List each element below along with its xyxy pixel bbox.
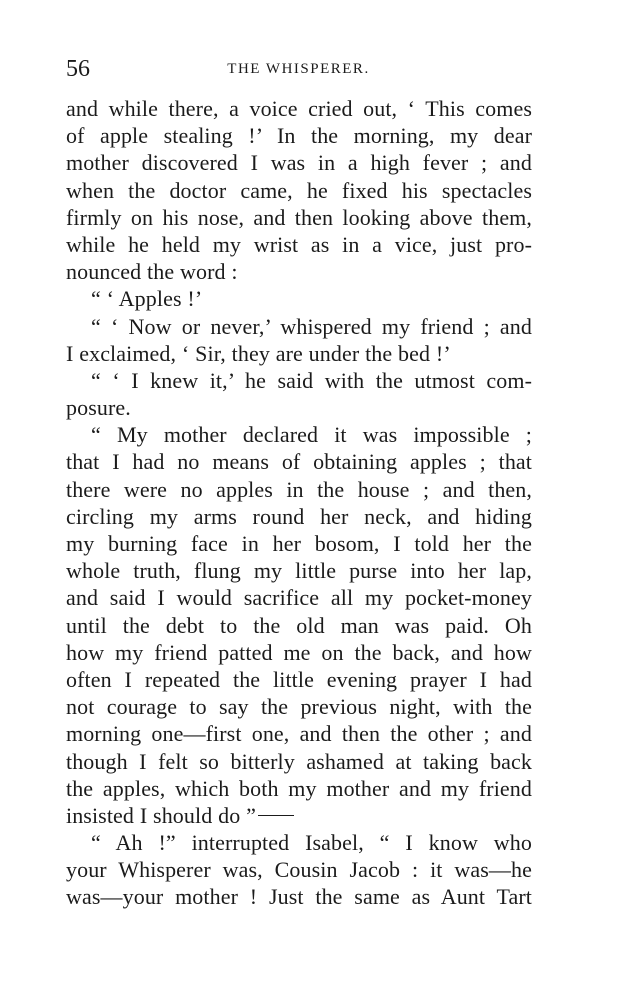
text-line: “ My mother declared it was impossible ; xyxy=(91,422,532,448)
text-line: that I had no means of obtaining apples ; that xyxy=(66,449,532,475)
running-title: THE WHISPERER. xyxy=(227,61,370,77)
text-line: “ ‘ Now or never,’ whispered my friend ; and xyxy=(91,313,532,339)
text-line: nounced the word : xyxy=(66,259,238,285)
text-line: insisted I should do ” xyxy=(66,802,256,828)
page-number: 56 xyxy=(66,56,90,82)
text-line: when the doctor came, he fixed his spectacles xyxy=(66,177,532,203)
text-line: though I felt so bitterly ashamed at taking back xyxy=(66,748,532,774)
text-line: often I repeated the little evening prayer I had xyxy=(66,666,532,692)
text-line: the apples, which both my mother and my friend xyxy=(66,775,532,801)
text-line: and while there, a voice cried out, ‘ This comes xyxy=(66,96,532,121)
text-line: of apple stealing !’ In the morning, my dear xyxy=(66,123,532,149)
text-line: morning one—first one, and then the other ; and xyxy=(66,721,532,747)
text-line: I exclaimed, ‘ Sir, they are under the bed !’ xyxy=(66,340,451,366)
text-line: was—your mother ! Just the same as Aunt Tart xyxy=(66,884,532,910)
running-head xyxy=(66,56,531,82)
em-dash-rule xyxy=(258,815,294,816)
text-line: until the debt to the old man was paid. Oh xyxy=(66,612,532,638)
text-line: “ ‘ Apples !’ xyxy=(91,286,203,312)
text-line: mother discovered I was in a high fever ; and xyxy=(66,150,532,176)
text-line: while he held my wrist as in a vice, just pro- xyxy=(66,231,532,257)
text-line: your Whisperer was, Cousin Jacob : it was—he xyxy=(66,857,532,883)
text-line-with-dash xyxy=(66,802,532,829)
text-line: posure. xyxy=(66,395,131,421)
text-line: firmly on his nose, and then looking above them, xyxy=(66,204,532,230)
text-line: there were no apples in the house ; and then, xyxy=(66,476,532,502)
text-line: and said I would sacrifice all my pocket-money xyxy=(66,585,532,611)
text-line: my burning face in her bosom, I told her the xyxy=(66,531,532,556)
text-line: how my friend patted me on the back, and how xyxy=(66,639,532,665)
text-line: whole truth, flung my little purse into her lap, xyxy=(66,558,532,584)
body-text xyxy=(66,95,532,911)
text-line: not courage to say the previous night, with the xyxy=(66,694,532,720)
text-line: “ Ah !” interrupted Isabel, “ I know who xyxy=(91,830,532,856)
text-line: circling my arms round her neck, and hiding xyxy=(66,503,532,529)
text-line: “ ‘ I knew it,’ he said with the utmost com- xyxy=(91,367,532,393)
